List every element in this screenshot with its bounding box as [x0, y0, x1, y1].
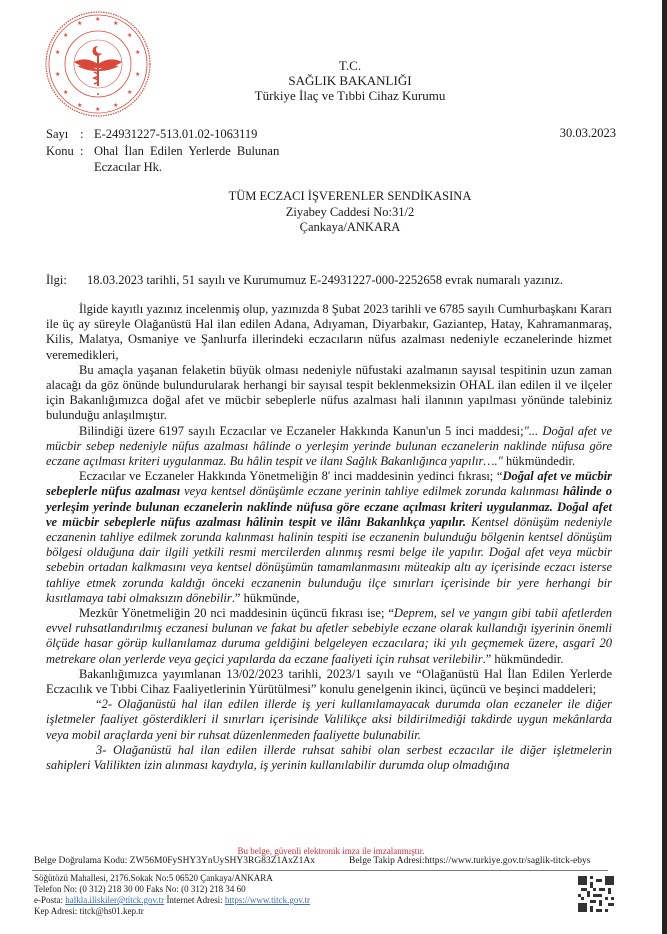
sayi-value: E-24931227-513.01.02-1063119: [94, 127, 258, 141]
e-signature-note: Bu belge, güvenli elektronik imza ile imzalanmıştır.: [237, 846, 425, 856]
svg-text:★: ★: [113, 102, 119, 109]
header-tc: T.C.: [338, 58, 362, 73]
recipient-street: Ziyabey Caddesi No:31/2: [285, 204, 415, 219]
footer-kep: Kep Adresi: titck@hs01.kep.tr: [34, 906, 144, 916]
recipient-name: TÜM ECZACI İŞVERENLER SENDİKASINA: [228, 189, 472, 203]
konu-value: [94, 143, 334, 175]
paragraph-7-open-quote: “: [96, 697, 102, 712]
recipient-city: Çankaya/ANKARA: [299, 220, 401, 234]
paragraph-3-quote: "... Doğal afet ve mücbir sebep nedeniyle nüfus azalması hâlinde o yerleşim yerinde bulunan eczanelerin naklinde nüfusa göre eczane açılması kriteri uygulanmaz. Bu hâlin tespit ve ilanı Sağlık Bakanlığınca yapılır….": [46, 423, 612, 469]
svg-text:★: ★: [127, 32, 133, 39]
verification-code-label: Belge Doğrulama Kodu:: [34, 856, 128, 866]
paragraph-3-end: hükmündedir.: [506, 454, 576, 469]
paragraph-2: Bu amaçla yaşanan felaketin büyük olması nedeniyle nüfustaki azalmanın sayısal tespitinin uzun zaman alacağı da göz önünde bulundurularak herhangi bir sayısal tespit beklenmeksizin OHAL ilan edilen il ve ilçeler için Bakanlığımızca doğal afet ve mücbir sebeplerle nüfus azalması hali ilanının yapılması yönünde talebiniz bulunduğu anlaşılmıştır.: [46, 362, 612, 423]
svg-text:★: ★: [63, 89, 69, 96]
reference-label: İlgi:: [46, 273, 67, 287]
qr-code-icon: [578, 876, 614, 912]
svg-text:★: ★: [127, 89, 133, 96]
header-ministry: SAĞLIK BAKANLIĞI: [288, 73, 412, 88]
paragraph-4-close: .”: [231, 590, 244, 605]
konu-value-line2: Eczacılar Hk.: [94, 160, 163, 174]
paragraph-4-bold-2: hâlinde o yerleşim yerinde bulunan eczanelerin naklinde nüfusa göre eczane açılması kriteri uygulanmaz. Doğal afet ve mücbir sebeplerle nüfus azalması hâlinin tespit ve ilânı Bakanlıkça yapılır.: [46, 484, 612, 529]
recipient-block: [150, 189, 550, 236]
web-link[interactable]: https://www.titck.gov.tr: [224, 895, 310, 905]
email-link[interactable]: halkla.iliskiler@titck.gov.tr: [65, 895, 165, 905]
paragraph-5-quote: Deprem, sel ve yangın gibi tabii afetlerden evvel ruhsatlandırılmış eczanesi bulunan ve fakat bu afetler sebebiyle eczane olarak kullandığı işyerinin önemli ölçüde hasar görüp kullanılamaz duruma geldiğini belgeleyen eczacılara; iki yılı geçmemek üzere, asgarî 20 metrekare olan yerlerde veya geçici yapılarda da eczane faaliyeti için ruhsat verilebilir: [46, 606, 613, 666]
tracking-address-label: Belge Takip Adresi:: [349, 856, 425, 866]
svg-text:★: ★: [55, 71, 61, 78]
web-label: İnternet Adresi:: [166, 895, 223, 905]
konu-label: Konu: [46, 144, 74, 158]
verification-code-value: ZW56M0FySHY3YnUySHY3RG83Z1AxZ1Ax: [129, 856, 316, 866]
svg-text:★: ★: [77, 102, 83, 109]
paragraph-4-text: Eczacılar ve Eczaneler Hakkında Yönetmeliğin 8' inci maddesinin yedinci fıkrası; “: [79, 469, 503, 484]
svg-text:★: ★: [95, 16, 101, 23]
paragraph-7-text: 2- Olağanüstü hal ilan edilen illerde iş yeri kullanılamayacak durumda olan eczaneler ile diğer işletmeler faaliyet gösterdikleri il sınırları içerisinde Valilikçe aksi bildirilmediği takdirde uygun mekânlarda veya mobil araçlarda yeni bir ruhsat düzenlenmeden faaliyette bulunabilir.: [46, 697, 612, 742]
paragraph-5-text: Mezkûr Yönetmeliğin 20 nci maddesinin üçüncü fıkrası ise; “: [79, 606, 394, 621]
footer-contact: [34, 873, 310, 917]
paragraph-1: İlgide kayıtlı yazınız incelenmiş olup, yazınızda 8 Şubat 2023 tarihli ve 6785 sayılı Cumhurbaşkanı Kararı ile üç ay süreyle Olağanüstü Hal ilan edilen Adana, Adıyaman, Diyarbakır, Gaziantep, Hatay, Kahramanmaraş, Kilis, Malatya, Osmaniye ve Şanlıurfa illerindeki eczacıların nüfus azalması nedeniyle eczanelerinde hizmet veremedikleri,: [46, 302, 612, 362]
footer-phone: Telefon No: (0 312) 218 30 00 Faks No: (0 312) 218 34 60: [34, 884, 246, 894]
viewer-edge: [662, 0, 667, 934]
svg-text:★: ★: [113, 20, 119, 27]
document-date: 30.03.2023: [559, 126, 616, 140]
svg-text:★: ★: [95, 106, 101, 113]
paragraph-8: [46, 743, 612, 773]
paragraph-3: [46, 424, 612, 470]
paragraph-4-end: hükmünde,: [243, 590, 300, 605]
reference-text: 18.03.2023 tarihli, 51 sayılı ve Kurumumuz E-24931227-000-2252658 evrak numaralı yazınız.: [87, 273, 563, 287]
paragraph-8-text: 3- Olağanüstü hal ilan edilen illerde ruhsat sahibi olan serbest eczacılar ile diğer işletmelerin sahipleri Valilikten izin alınması kaydıyla, iş yerinin kullanılabilir durumda olup olmadığına: [46, 742, 612, 773]
konu-colon: :: [80, 144, 84, 158]
paragraph-4-italic-1: veya kentsel dönüşümle eczane yerinin tahliye edilmek zorunda kalınması: [180, 484, 563, 499]
svg-text:★: ★: [77, 20, 83, 27]
konu-value-line1: Ohal İlan Edilen Yerlerde Bulunan: [94, 144, 280, 158]
footer-email-web: [34, 895, 310, 906]
paragraph-4: [46, 469, 612, 606]
paragraph-3-text: Bilindiği üzere 6197 sayılı Eczacılar ve Eczaneler Hakkında Kanun'un 5 inci maddesi;: [79, 423, 524, 438]
tracking-address: [349, 856, 590, 866]
ministry-of-health-seal-icon: [44, 10, 152, 118]
sayi-label: Sayı: [46, 127, 69, 141]
letter-body: [46, 295, 612, 773]
konu-row: [46, 143, 334, 175]
svg-text:★: ★: [63, 32, 69, 39]
paragraph-6: Bakanlığımızca yayımlanan 13/02/2023 tarihli, 2023/1 sayılı ve “Olağanüstü Hal İlan Edilen Yerlerde Eczacılık ve Tıbbi Cihaz Faaliyetlerinin Yürütülmesi” konulu genelgenin ikinci, üçüncü ve beşinci maddeleri;: [46, 666, 612, 697]
sayi-colon: :: [80, 127, 84, 141]
footer-divider: [32, 870, 608, 871]
svg-text:★: ★: [135, 71, 141, 78]
paragraph-7: [46, 697, 612, 743]
letterhead: [200, 58, 500, 103]
header-agency: Türkiye İlaç ve Tıbbi Cihaz Kurumu: [254, 88, 446, 103]
paragraph-4-bold-1: Doğal afet ve mücbir sebeplerle nüfus azalması: [46, 469, 612, 499]
paragraph-4-italic-2: Kentsel dönüşüm nedeniyle eczanenin tahliye edilmek zorunda kalınması halinin tespiti ise eczanenin bulunduğu bölgenin kentsel dönüşüm bölgesi olduğuna dair ilgili yetkili resmi mercilerden alınmış resmi belge ile yapılır. Doğal afet veya mücbir sebebin ortadan kalkmasını veya kentsel dönüşümün tamamlanmasını müteakip altı ay içerisinde eczacı isterse tahliye etmek zorunda kaldığı önceki eczanenin bulunduğu ilçe sınırları içerisinde bir yere herhangi bir kısıtlamaya tabi olmaksızın dönebilir: [46, 514, 612, 605]
footer-address: Söğütözü Mahallesi, 2176.Sokak No:5 06520 Çankaya/ANKARA: [34, 873, 273, 883]
paragraph-5: [46, 606, 612, 667]
svg-text:★: ★: [135, 49, 141, 56]
sayi-row: [46, 126, 257, 142]
tracking-address-link[interactable]: https://www.turkiye.gov.tr/saglik-titck-ebys: [424, 856, 591, 866]
reference-row: [46, 273, 563, 288]
paragraph-5-end: .” hükmündedir.: [482, 651, 564, 666]
email-label: e-Posta:: [34, 895, 63, 905]
verification-code: [34, 856, 315, 866]
svg-text:★: ★: [55, 49, 61, 56]
